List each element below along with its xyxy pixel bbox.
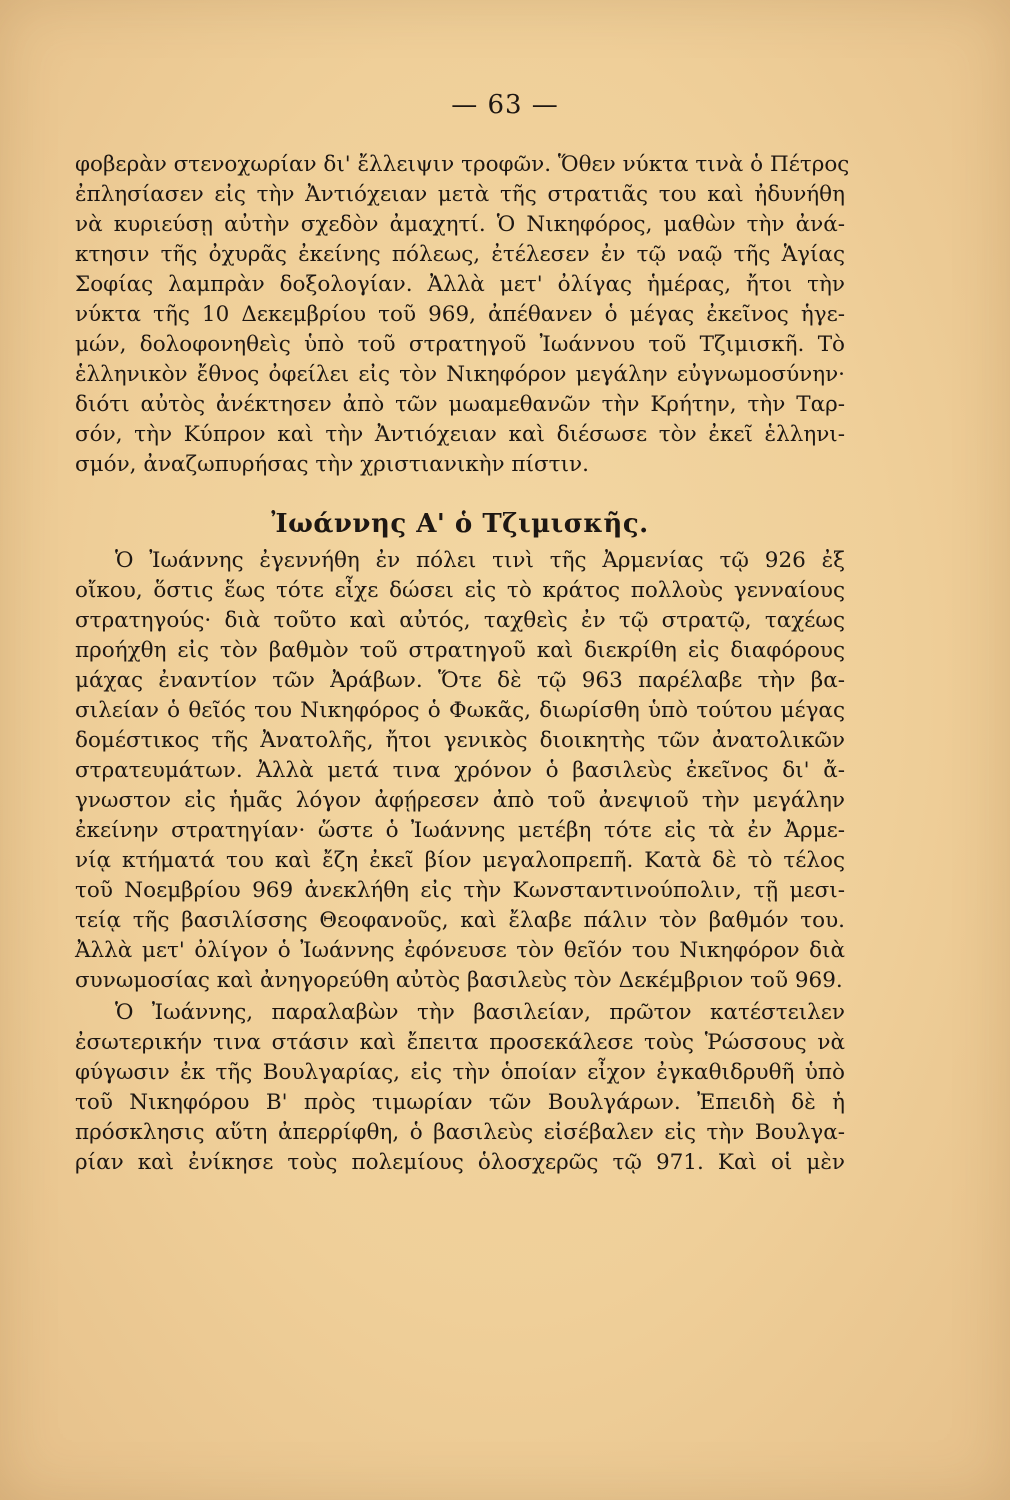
paragraph-2: [75, 546, 845, 996]
text-line: δομέστικος τῆς Ἀνατολῆς, ἤτοι γενικὸς διοικητὴς τῶν ἀνατολικῶν: [75, 728, 845, 753]
text-line: ἑλληνικὸν ἔθνος ὀφείλει εἰς τὸν Νικηφόρον μεγάλην εὐγνωμοσύνην·: [75, 362, 845, 387]
text-line: νύκτα τῆς 10 Δεκεμβρίου τοῦ 969, ἀπέθανεν ὁ μέγας ἐκεῖνος ἡγε-: [75, 302, 845, 327]
text-line: ἐσωτερικήν τινα στάσιν καὶ ἔπειτα προσεκάλεσε τοὺς Ῥώσσους νὰ: [75, 1030, 845, 1055]
paragraph-1: [75, 150, 850, 480]
text-line: μάχας ἐναντίον τῶν Ἀράβων. Ὅτε δὲ τῷ 963 παρέλαβε τὴν βα-: [75, 668, 845, 693]
text-line: στρατηγούς· διὰ τοῦτο καὶ αὐτός, ταχθεὶς ἐν τῷ στρατῷ, ταχέως: [75, 608, 845, 633]
page-text-body: [75, 150, 850, 1178]
text-line: πρόσκλησις αὕτη ἀπερρίφθη, ὁ βασιλεὺς εἰσέβαλεν εἰς τὴν Βουλγα-: [75, 1120, 845, 1145]
text-line: ἐπλησίασεν εἰς τὴν Ἀντιόχειαν μετὰ τῆς στρατιᾶς του καὶ ἠδυνήθη: [75, 182, 845, 207]
text-line: Ὁ Ἰωάννης, παραλαβὼν τὴν βασιλείαν, πρῶτον κατέστειλεν: [115, 1000, 845, 1025]
text-line: σμόν, ἀναζωπυρήσας τὴν χριστιανικὴν πίστιν.: [75, 452, 589, 477]
text-line: Ἀλλὰ μετ' ὀλίγον ὁ Ἰωάννης ἐφόνευσε τὸν θεῖόν του Νικηφόρον διὰ: [75, 938, 845, 963]
text-line: οἴκου, ὅστις ἕως τότε εἶχε δώσει εἰς τὸ κράτος πολλοὺς γενναίους: [75, 578, 845, 603]
text-line: προήχθη εἰς τὸν βαθμὸν τοῦ στρατηγοῦ καὶ διεκρίθη εἰς διαφόρους: [75, 638, 845, 663]
text-line: τοῦ Νοεμβρίου 969 ἀνεκλήθη εἰς τὴν Κωνσταντινούπολιν, τῇ μεσι-: [75, 878, 845, 903]
section-heading: Ἰωάννης Α' ὁ Τζιμισκῆς.: [271, 509, 649, 539]
text-line: γνωστον εἰς ἡμᾶς λόγον ἀφῄρεσεν ἀπὸ τοῦ ἀνεψιοῦ τὴν μεγάλην: [75, 788, 845, 813]
text-line: διότι αὐτὸς ἀνέκτησεν ἀπὸ τῶν μωαμεθανῶν τὴν Κρήτην, τὴν Ταρ-: [75, 392, 845, 417]
text-line: στρατευμάτων. Ἀλλὰ μετά τινα χρόνον ὁ βασιλεὺς ἐκεῖνος δι' ἄ-: [75, 758, 845, 783]
text-line: συνωμοσίας καὶ ἀνηγορεύθη αὐτὸς βασιλεὺς τὸν Δεκέμβριον τοῦ 969.: [75, 968, 843, 993]
text-line: νὰ κυριεύσῃ αὐτὴν σχεδὸν ἀμαχητί. Ὁ Νικηφόρος, μαθὼν τὴν ἀνά-: [75, 212, 845, 237]
text-line: ἐκείνην στρατηγίαν· ὥστε ὁ Ἰωάννης μετέβη τότε εἰς τὰ ἐν Ἀρμε-: [75, 818, 845, 843]
page-number: — 63 —: [451, 90, 559, 120]
text-line: τείᾳ τῆς βασιλίσσης Θεοφανοῦς, καὶ ἔλαβε πάλιν τὸν βαθμόν του.: [75, 908, 845, 933]
text-line: φύγωσιν ἐκ τῆς Βουλγαρίας, εἰς τὴν ὁποίαν εἶχον ἐγκαθιδρυθῆ ὑπὸ: [75, 1060, 845, 1085]
text-line: Ὁ Ἰωάννης ἐγεννήθη ἐν πόλει τινὶ τῆς Ἀρμενίας τῷ 926 ἐξ: [115, 548, 845, 573]
text-line: σόν, τὴν Κύπρον καὶ τὴν Ἀντιόχειαν καὶ διέσωσε τὸν ἐκεῖ ἑλληνι-: [75, 422, 845, 447]
text-line: φοβερὰν στενοχωρίαν δι' ἔλλειψιν τροφῶν. Ὅθεν νύκτα τινὰ ὁ Πέτρος: [75, 152, 850, 177]
text-line: κτησιν τῆς ὀχυρᾶς ἐκείνης πόλεως, ἐτέλεσεν ἐν τῷ ναῷ τῆς Ἁγίας: [75, 242, 845, 267]
text-line: νίᾳ κτήματά του καὶ ἔζη ἐκεῖ βίον μεγαλοπρεπῆ. Κατὰ δὲ τὸ τέλος: [75, 848, 845, 873]
text-line: μών, δολοφονηθεὶς ὑπὸ τοῦ στρατηγοῦ Ἰωάννου τοῦ Τζιμισκῆ. Τὸ: [75, 332, 845, 357]
text-line: σιλείαν ὁ θεῖός του Νικηφόρος ὁ Φωκᾶς, διωρίσθη ὑπὸ τούτου μέγας: [75, 698, 845, 723]
text-line: τοῦ Νικηφόρου Β' πρὸς τιμωρίαν τῶν Βουλγάρων. Ἐπειδὴ δὲ ἡ: [75, 1090, 845, 1115]
text-line: Σοφίας λαμπρὰν δοξολογίαν. Ἀλλὰ μετ' ὀλίγας ἡμέρας, ἤτοι τὴν: [75, 272, 845, 297]
text-line: ρίαν καὶ ἐνίκησε τοὺς πολεμίους ὁλοσχερῶς τῷ 971. Καὶ οἱ μὲν: [75, 1150, 845, 1175]
paragraph-3: [75, 998, 845, 1178]
